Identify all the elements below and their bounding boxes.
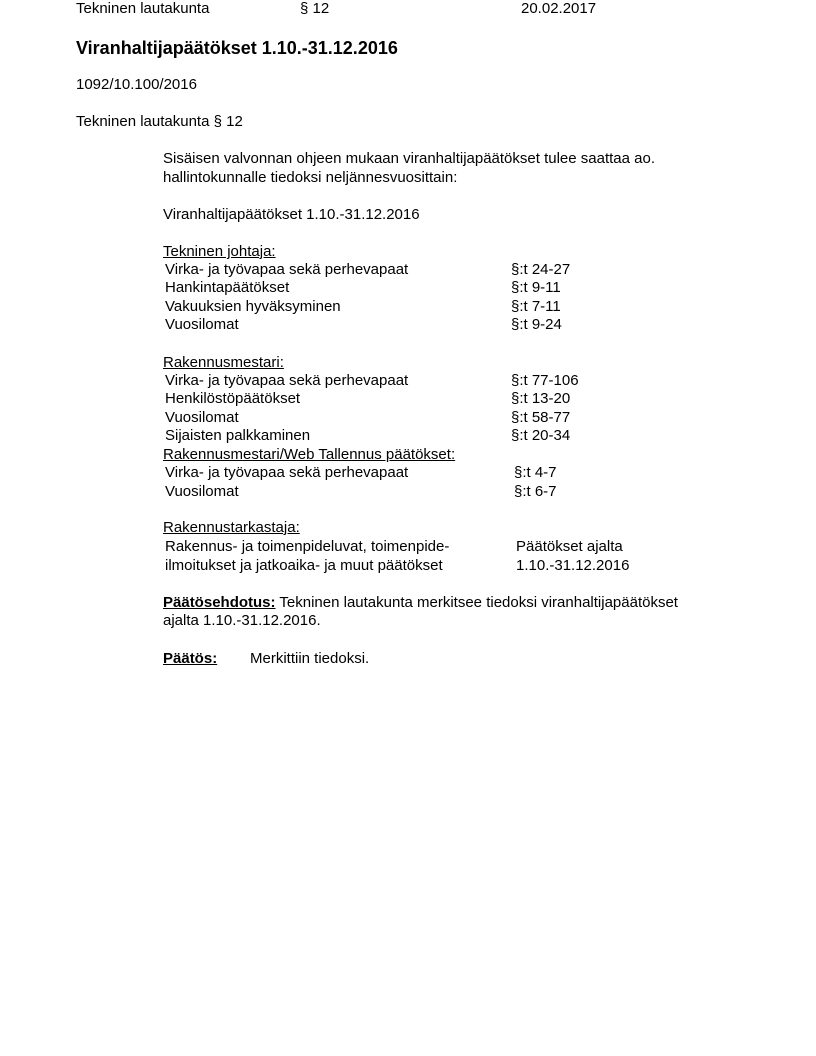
row-label: Virka- ja työvapaa sekä perhevapaat bbox=[165, 261, 409, 278]
group-heading: Rakennustarkastaja: bbox=[163, 519, 300, 536]
decision-text: Merkittiin tiedoksi. bbox=[250, 650, 370, 667]
row-label: Sijaisten palkkaminen bbox=[165, 427, 311, 444]
row-value: §:t 20-34 bbox=[511, 427, 571, 444]
proposal-label: Päätösehdotus: bbox=[163, 594, 276, 611]
period-line: Viranhaltijapäätökset 1.10.-31.12.2016 bbox=[163, 206, 420, 223]
proposal-line bbox=[163, 594, 678, 612]
group-heading: Tekninen johtaja: bbox=[163, 243, 276, 260]
row-label: Vuosilomat bbox=[165, 483, 239, 500]
intro-line-2: hallintokunnalle tiedoksi neljännesvuosittain: bbox=[163, 169, 458, 186]
row-value: §:t 58-77 bbox=[511, 409, 571, 426]
row-label: Vuosilomat bbox=[165, 409, 239, 426]
row-value: §:t 9-24 bbox=[511, 316, 562, 333]
header-committee: Tekninen lautakunta bbox=[76, 0, 210, 17]
record-number: 1092/10.100/2016 bbox=[76, 76, 197, 93]
row-value: §:t 13-20 bbox=[511, 390, 571, 407]
row-value: §:t 6-7 bbox=[514, 483, 557, 500]
header-section: § 12 bbox=[300, 0, 330, 17]
row-value: §:t 7-11 bbox=[511, 298, 561, 315]
row-label: Virka- ja työvapaa sekä perhevapaat bbox=[165, 464, 409, 481]
header-date: 20.02.2017 bbox=[521, 0, 597, 17]
row-label: Virka- ja työvapaa sekä perhevapaat bbox=[165, 372, 409, 389]
row-label: Vakuuksien hyväksyminen bbox=[165, 298, 341, 315]
row-value: 1.10.-31.12.2016 bbox=[516, 557, 630, 574]
proposal-text: Tekninen lautakunta merkitsee tiedoksi viranhaltijapäätökset bbox=[275, 594, 678, 611]
row-label: Henkilöstöpäätökset bbox=[165, 390, 301, 407]
intro-line-1: Sisäisen valvonnan ohjeen mukaan viranhaltijapäätökset tulee saattaa ao. bbox=[163, 150, 655, 167]
row-label: Hankintapäätökset bbox=[165, 279, 290, 296]
row-value: §:t 4-7 bbox=[514, 464, 557, 481]
row-value: §:t 24-27 bbox=[511, 261, 571, 278]
decision-label: Päätös: bbox=[163, 650, 218, 667]
document-title: Viranhaltijapäätökset 1.10.-31.12.2016 bbox=[76, 38, 398, 58]
group-heading: Rakennusmestari/Web Tallennus päätökset: bbox=[163, 446, 456, 463]
row-value: Päätökset ajalta bbox=[516, 538, 623, 555]
row-value: §:t 77-106 bbox=[511, 372, 579, 389]
row-label: Rakennus- ja toimenpideluvat, toimenpide- bbox=[165, 538, 450, 555]
proposal-text-2: ajalta 1.10.-31.12.2016. bbox=[163, 612, 321, 629]
committee-reference: Tekninen lautakunta § 12 bbox=[76, 113, 243, 130]
row-label: Vuosilomat bbox=[165, 316, 239, 333]
row-label: ilmoitukset ja jatkoaika- ja muut päätökset bbox=[165, 557, 443, 574]
row-value: §:t 9-11 bbox=[511, 279, 561, 296]
group-heading: Rakennusmestari: bbox=[163, 354, 284, 371]
